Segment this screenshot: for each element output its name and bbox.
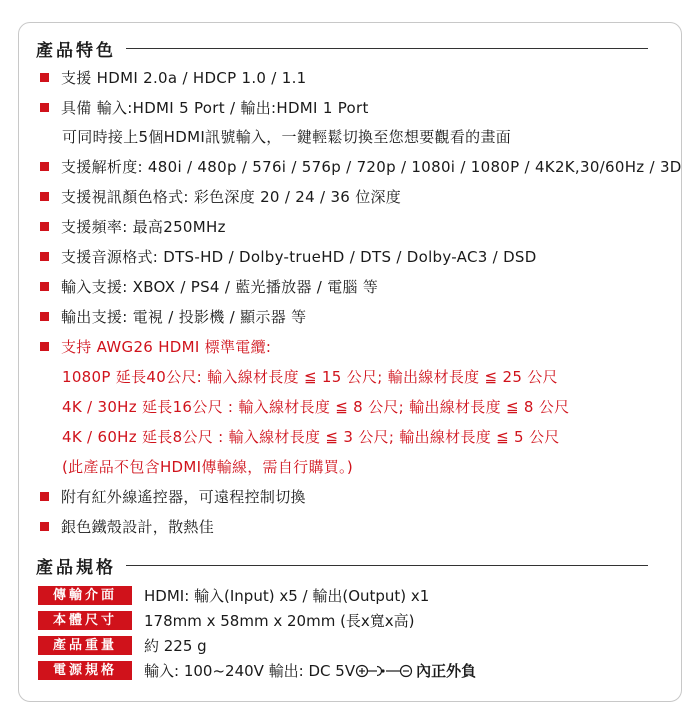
feature-item: 支援音源格式: DTS-HD / Dolby-trueHD / DTS / Dolby-AC3 / DSD — [40, 246, 537, 267]
bullet-icon — [40, 282, 49, 291]
cable-note: (此產品不包含HDMI傳輸線，需自行購買。) — [62, 458, 354, 476]
spec-value: 178mm x 58mm x 20mm (長x寬x高) — [144, 612, 415, 630]
feature-item: 支援 HDMI 2.0a / HDCP 1.0 / 1.1 — [40, 67, 307, 88]
spec-polarity-label: 內正外負 — [416, 662, 477, 680]
spec-value: HDMI: 輸入(Input) x5 / 輸出(Output) x1 — [144, 587, 430, 605]
bullet-icon — [40, 162, 49, 171]
spec-row — [38, 635, 207, 656]
feature-item: 支援解析度: 480i / 480p / 576i / 576p / 720p / 1080i / 1080P / 4K2K,30/60Hz / 3D — [40, 156, 682, 177]
header-divider — [126, 565, 648, 566]
spec-label: 本體尺寸 — [38, 611, 132, 630]
feature-item: 可同時接上5個HDMI訊號輸入，一鍵輕鬆切換至您想要觀看的畫面 — [62, 128, 512, 146]
spec-label: 產品重量 — [38, 636, 132, 655]
spec-label: 電源規格 — [38, 661, 132, 680]
feature-item: 支援頻率: 最高250MHz — [40, 216, 226, 237]
specs-title: 產品規格 — [36, 558, 116, 578]
spec-row — [38, 660, 476, 681]
bullet-icon — [40, 492, 49, 501]
bullet-icon — [40, 73, 49, 82]
specs-header — [36, 553, 648, 578]
spec-value: 約 225 g — [144, 637, 207, 655]
cable-spec-4k30: 4K / 30Hz 延長16公尺 : 輸入線材長度 ≦ 8 公尺; 輸出線材長度 ≦ 8 公尺 — [62, 398, 570, 416]
cable-spec-1080p: 1080P 延長40公尺: 輸入線材長度 ≦ 15 公尺; 輸出線材長度 ≦ 25 公尺 — [62, 368, 558, 386]
features-title: 產品特色 — [36, 41, 116, 61]
bullet-icon — [40, 522, 49, 531]
features-header — [36, 36, 648, 61]
header-divider — [126, 48, 648, 49]
spec-label: 傳輸介面 — [38, 586, 132, 605]
feature-item: 輸入支援: XBOX / PS4 / 藍光播放器 / 電腦 等 — [40, 276, 378, 297]
spec-value: 輸入: 100~240V 輸出: DC 5V — [144, 662, 356, 680]
spec-row — [38, 610, 415, 631]
bullet-icon — [40, 192, 49, 201]
bullet-icon — [40, 103, 49, 112]
feature-item: 輸出支援: 電視 / 投影機 / 顯示器 等 — [40, 306, 306, 327]
feature-item: 支援視訊顏色格式: 彩色深度 20 / 24 / 36 位深度 — [40, 186, 401, 207]
cable-spec-4k60: 4K / 60Hz 延長8公尺 : 輸入線材長度 ≦ 3 公尺; 輸出線材長度 ≦ 5 公尺 — [62, 428, 560, 446]
feature-item: 附有紅外線遙控器，可遠程控制切換 — [40, 486, 306, 507]
bullet-icon — [40, 222, 49, 231]
center-positive-polarity-icon — [355, 664, 413, 678]
spec-row — [38, 585, 429, 606]
feature-item: 具備 輸入:HDMI 5 Port / 輸出:HDMI 1 Port — [40, 97, 369, 118]
bullet-icon — [40, 252, 49, 261]
bullet-icon — [40, 312, 49, 321]
feature-item-cable: 支持 AWG26 HDMI 標準電纜: — [40, 336, 271, 357]
bullet-icon — [40, 342, 49, 351]
feature-item: 銀色鐵殼設計，散熱佳 — [40, 516, 214, 537]
